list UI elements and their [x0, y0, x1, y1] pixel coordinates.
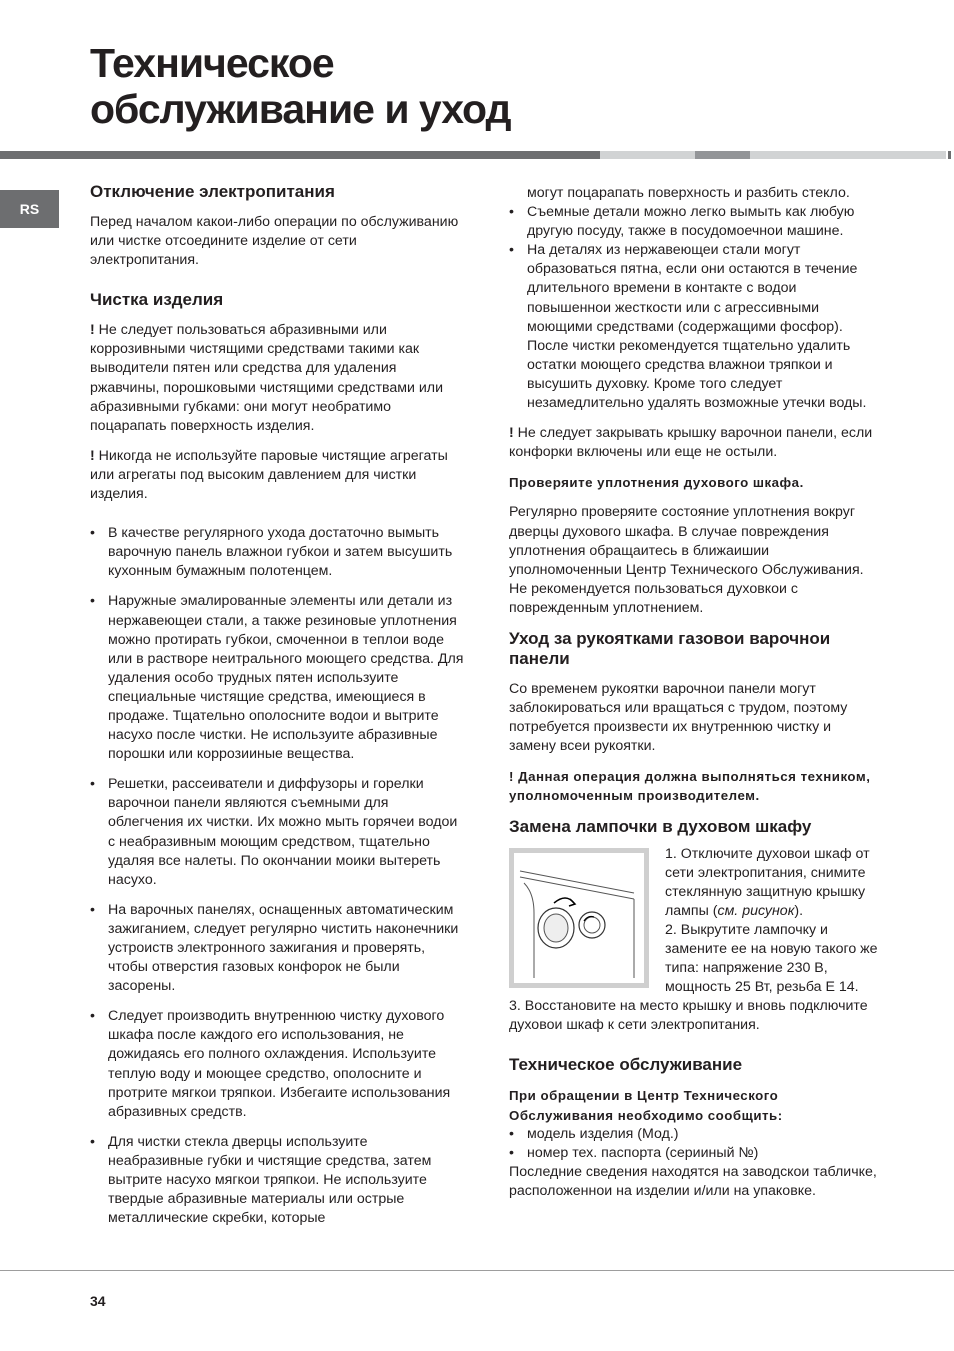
bullet-icon: •	[90, 901, 95, 918]
page-number: 34	[90, 1293, 106, 1309]
see-figure-ref: см. рисунок	[717, 902, 795, 919]
list-item	[90, 775, 465, 890]
list-item	[90, 592, 465, 764]
warning-icon: !	[509, 769, 519, 785]
lamp-step-2: 2. Выкрутите лампочку и замените ее на новую такого же типа: напряжение 230 В, мощность 25 Вт, резьба Е 14.	[665, 921, 878, 996]
bullet-icon: •	[90, 1133, 95, 1150]
list-item	[90, 1133, 465, 1228]
warning-technician	[509, 767, 881, 805]
lamp-step-1-end: ).	[794, 902, 804, 919]
heading-service: Техническое обслуживание	[509, 1055, 743, 1075]
lamp-figure	[509, 848, 649, 988]
list-item	[509, 1125, 881, 1144]
bullet-icon: •	[90, 1008, 95, 1025]
list-item	[509, 241, 881, 413]
title-line-2: обслуживание и уход	[90, 86, 511, 132]
list-item-text: Наружные эмалированные элементы или детали из нержавеющеи стали, а также резиновые уплотнения можно протирать губкои, смоченнои в теплои воде или в растворе неитрального моющего средства. Для удаления особо трудных пятен используите специальные чистящие средства, имеющиеся в продаже. Тщательно ополосните водои и вытрите насухо после чистки. Не используите абразивные порошки или коррозииные вещества.	[108, 593, 464, 763]
list-item-text: Съемные детали можно легко вымыть как любую другую посуду, также в посудомоечнои машине.	[527, 204, 855, 240]
list-item	[90, 1007, 465, 1122]
list-item-text: Для чистки стекла дверцы используите неабразивные губки и чистящие средства, затем вытрите насухо мягкои тряпкои. Не используите твердые абразивные материалы или острые металлические скребки, которые	[108, 1133, 432, 1227]
left-column	[90, 182, 465, 1228]
continued-text: могут поцарапать поверхность и разбить стекло.	[527, 185, 850, 201]
service-list	[509, 1125, 881, 1163]
heading-knobs: Уход за рукоятками газовои варочнои панели	[509, 628, 831, 668]
lamp-step-3: 3. Восстановите на место крышку и вновь подключите духовои шкаф к сети электропитания.	[509, 998, 868, 1034]
paragraph-power-off: Перед началом какои-либо операции по обслуживанию или чистке отсоедините изделие от сети электропитания.	[90, 214, 459, 269]
lamp-section	[509, 845, 881, 1036]
warning-steam-text: Никогда не используйте паровые чистящие агрегаты или агрегаты под высоким давлением для чистки изделия.	[90, 447, 448, 503]
footer-rule	[0, 1270, 954, 1271]
list-item	[509, 1144, 881, 1163]
band-dark	[0, 151, 600, 159]
language-tab: RS	[0, 190, 59, 228]
band-mid	[695, 151, 750, 159]
warning-lid	[509, 424, 881, 462]
bullet-icon: •	[90, 525, 95, 542]
heading-power-off: Отключение электропитания	[90, 182, 335, 201]
list-item	[509, 203, 881, 241]
warning-steam	[90, 447, 465, 504]
warning-icon: !	[509, 425, 518, 442]
bullet-icon: •	[509, 242, 514, 259]
subheading-service: При обращении в Центр Технического Обслуживания необходимо сообщить:	[509, 1088, 783, 1123]
heading-cleaning: Чистка изделия	[90, 290, 224, 310]
warning-abrasives-text: Не следует пользоваться абразивными или коррозивными чистящими средствами такими как выводители пятен или средства для удаления ржавчины, порошковыми чистящими средствами или абразивными губками: они могут необратимо поцарапать поверхность изделия.	[90, 322, 444, 434]
bullet-icon: •	[90, 593, 95, 610]
list-item-text: В качестве регулярного ухода достаточно вымыть варочную панель влажнои губкои и затем высушить кухонным бумажным полотенцем.	[108, 525, 453, 580]
oven-lamp-illustration	[514, 853, 644, 983]
bullet-icon: •	[509, 204, 514, 221]
bullet-icon: •	[509, 1144, 514, 1161]
warning-icon: !	[90, 447, 99, 464]
subheading-seals: Проверяите уплотнения духового шкафа.	[509, 475, 804, 491]
list-item	[90, 901, 465, 996]
list-item-text: На варочных панелях, оснащенных автоматическим зажиганием, следует регулярно чистить наконечники устроиств электронного зажигания и проверять, чтобы отверстия газовых конфорок не были засорены.	[108, 901, 459, 995]
list-item-text: номер тех. паспорта (серииный №)	[527, 1144, 759, 1161]
warning-lid-text: Не следует закрывать крышку варочнои панели, если конфорки включены или еще не остыли.	[509, 425, 873, 461]
page-title	[90, 40, 511, 132]
list-item-text: Следует производить внутреннюю чистку духового шкафа после каждого его использования, не дожидаясь его полного охлаждения. Используите теплую воду и моющее средство, ополосните и протрите мягкои тряпкои. Избегаите использования абразивных средств.	[108, 1008, 451, 1120]
cleaning-list-continued	[509, 203, 881, 413]
band-light-1	[600, 151, 695, 159]
paragraph-service: Последние сведения находятся на заводскои табличке, расположеннои на изделии и/или на упаковке.	[509, 1163, 877, 1199]
band-light-2	[750, 151, 946, 159]
list-item-text: модель изделия (Мод.)	[527, 1125, 679, 1142]
warning-abrasives	[90, 321, 465, 436]
right-column	[509, 184, 881, 1201]
band-end	[948, 151, 951, 159]
list-item-text: На деталях из нержавеющеи стали могут образоваться пятна, если они остаются в течение длительного времени в контакте с водои повышеннои жесткости или с агрессивными моющими средствами (содержащими фосфор). После чистки рекомендуется тщательно удалить остатки моющего средства влажнои тряпкои и высушить духовку. Кроме того следует незамедлительно удалять возможные утечки воды.	[527, 242, 867, 412]
warning-icon: !	[90, 322, 99, 339]
cleaning-list	[90, 524, 465, 1228]
paragraph-knobs: Со временем рукоятки варочнои панели могут заблокироваться или вращаться с трудом, поэтому потребуется произвести их внутреннюю чистку и замену всеи рукоятки.	[509, 680, 848, 755]
paragraph-seals: Регулярно проверяите состояние уплотнения вокруг дверцы духового шкафа. В случае повреждения уплотнения обращаитесь в ближаишии уполномоченныи Центр Технического Обслуживания. Не рекомендуется пользоваться духовкои с поврежденным уплотнением.	[509, 504, 864, 616]
list-item	[90, 524, 465, 581]
bullet-icon: •	[509, 1125, 514, 1142]
bullet-icon: •	[90, 776, 95, 793]
heading-lamp: Замена лампочки в духовом шкафу	[509, 816, 812, 836]
warning-technician-text: Данная операция должна выполняться техником, уполномоченным производителем.	[509, 769, 871, 804]
list-item-text: Решетки, рассеиватели и диффузоры и горелки варочнои панели являются съемными для облегчения их чистки. Их можно мыть горячеи водои с неабразивным моющим средством, тщательно удаляя все налеты. По окончании моики вытереть насухо.	[108, 776, 458, 888]
lamp-step-1-text: 1. Отключите духовои шкаф от сети электропитания, снимите стеклянную защитную крышку лампы (	[665, 845, 870, 919]
title-line-1: Техническое	[90, 40, 334, 86]
